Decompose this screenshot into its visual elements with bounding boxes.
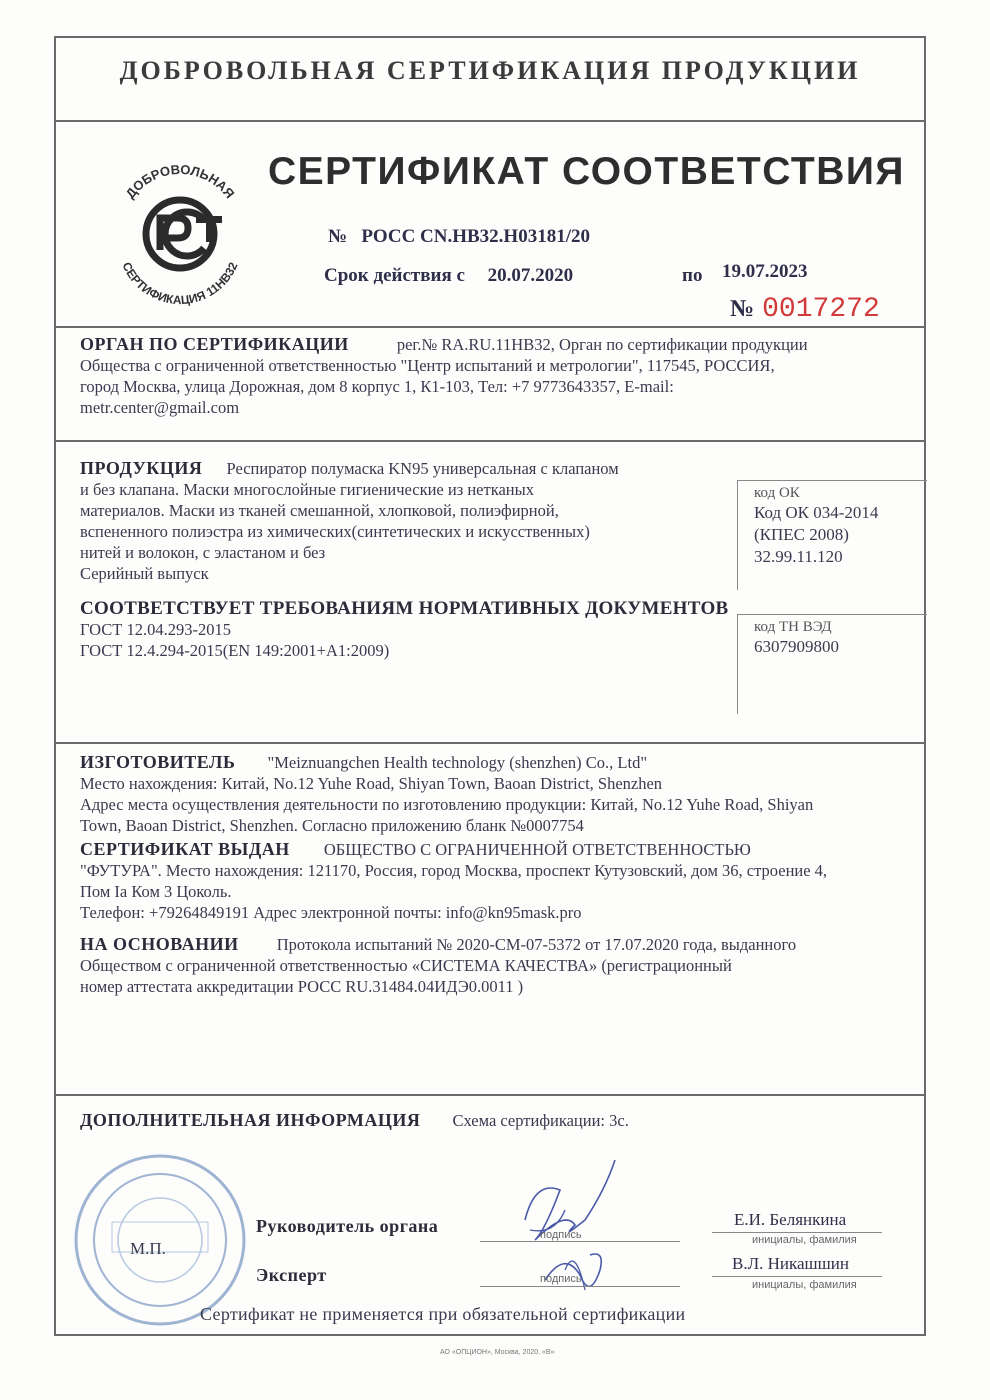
certification-logo: [100, 150, 260, 310]
extra-section: [80, 1110, 920, 1131]
head-label: Руководитель органа: [256, 1216, 439, 1236]
expert-sign-caption: подпись: [540, 1273, 582, 1285]
logo-ring-bottom: СЕРТИФИКАЦИЯ 11НВ32: [119, 259, 241, 308]
basis-section: [80, 934, 920, 997]
head-sign-line: [480, 1241, 680, 1242]
product-section: [80, 458, 730, 584]
extra-label: ДОПОЛНИТЕЛЬНАЯ ИНФОРМАЦИЯ: [80, 1110, 421, 1130]
maker-name: "Meiznuangchen Health technology (shenzhen) Co., Ltd": [267, 753, 648, 772]
head-name: Е.И. Белянкина: [734, 1210, 847, 1229]
product-label: ПРОДУКЦИЯ: [80, 458, 203, 478]
svg-text:ДОБРОВОЛЬНАЯ: [123, 162, 238, 201]
ok-code-line2: (КПЕС 2008): [754, 525, 849, 544]
product-line2: и без клапана. Маски многослойные гигиенические из нетканых: [80, 480, 534, 499]
footer-note: Сертификат не применяется при обязательной сертификации: [200, 1304, 686, 1324]
maker-label: ИЗГОТОВИТЕЛЬ: [80, 752, 236, 772]
issued-line1: ОБЩЕСТВО С ОГРАНИЧЕННОЙ ОТВЕТСТВЕННОСТЬЮ: [323, 840, 751, 859]
basis-label: НА ОСНОВАНИИ: [80, 934, 239, 954]
serial-value: 0017272: [762, 294, 880, 325]
ok-code-line3: 32.99.11.120: [754, 547, 843, 566]
maker-section: [80, 752, 920, 836]
certificate-number: РОСС CN.НВ32.Н03181/20: [361, 226, 590, 247]
organ-label: ОРГАН ПО СЕРТИФИКАЦИИ: [80, 334, 349, 354]
tn-code-label: код ТН ВЭД: [754, 619, 832, 635]
head-name-caption: инициалы, фамилия: [752, 1234, 857, 1246]
docs-section: [80, 598, 740, 661]
maker-divider: [54, 742, 926, 744]
product-line5: нитей и волокон, с эластаном и без: [80, 543, 326, 562]
expert-sign-line: [480, 1286, 680, 1287]
ok-code-box: [737, 480, 927, 590]
expert-name-caption: инициалы, фамилия: [752, 1279, 857, 1291]
product-line6: Серийный выпуск: [80, 564, 209, 583]
issued-section: [80, 839, 920, 923]
mp-label: М.П.: [130, 1239, 166, 1258]
organ-section: [80, 334, 910, 418]
product-line1: Респиратор полумаска KN95 универсальная с клапаном: [226, 459, 619, 478]
organ-line2: Общества с ограниченной ответственностью "Центр испытаний и метрологии", 117545, РОССИЯ,: [80, 356, 775, 375]
tn-code-value: 6307909800: [754, 637, 839, 656]
issued-line4: Телефон: +79264849191 Адрес электронной почты: info@kn95mask.pro: [80, 903, 582, 922]
certificate-title: СЕРТИФИКАТ СООТВЕТСТВИЯ: [268, 150, 905, 193]
organ-line1: рег.№ RA.RU.11НВ32, Орган по сертификации продукции: [396, 335, 808, 354]
docs-label: СООТВЕТСТВУЕТ ТРЕБОВАНИЯМ НОРМАТИВНЫХ ДОКУМЕНТОВ: [80, 598, 729, 619]
certificate-number-line: [328, 226, 590, 248]
issued-line3: Пом Iа Ком 3 Цоколь.: [80, 882, 232, 901]
tn-code-box: [737, 614, 927, 714]
basis-line3: номер аттестата аккредитации РОСС RU.31484.04ИДЭ0.0011 ): [80, 977, 524, 996]
organ-line3: город Москва, улица Дорожная, дом 8 корпус 1, К1-103, Тел: +7 9773643357, E-mail:: [80, 377, 674, 396]
serial-prefix: №: [730, 296, 755, 322]
expert-label: Эксперт: [256, 1265, 327, 1285]
maker-line4: Town, Baoan District, Shenzhen. Согласно приложению бланк №0007754: [80, 816, 584, 835]
expert-name: В.Л. Никашшин: [732, 1254, 849, 1273]
organ-line4: metr.center@gmail.com: [80, 398, 240, 417]
extra-text: Схема сертификации: 3с.: [452, 1111, 629, 1130]
product-divider: [54, 440, 926, 442]
valid-to-label: по: [682, 265, 703, 286]
issued-label: СЕРТИФИКАТ ВЫДАН: [80, 839, 290, 859]
validity-line: [324, 261, 824, 287]
ok-code-line1: Код ОК 034-2014: [754, 503, 879, 522]
product-line4: вспененного полиэстра из химических(синтетических и искусственных): [80, 522, 590, 541]
basis-line1: Протокола испытаний № 2020-СМ-07-5372 от 17.07.2020 года, выданного: [276, 935, 797, 954]
validity-label: Срок действия с: [324, 265, 465, 286]
product-line3: материалов. Маски из тканей смешанной, хлопковой, полиэфирной,: [80, 501, 559, 520]
maker-line3: Адрес места осуществления деятельности по изготовлению продукции: Китай, No.12 Yuhe Road, Shiyan: [80, 795, 814, 814]
organ-divider: [54, 326, 926, 328]
expert-name-line: [712, 1276, 882, 1277]
head-sign-caption: подпись: [540, 1229, 582, 1241]
top-title: ДОБРОВОЛЬНАЯ СЕРТИФИКАЦИЯ ПРОДУКЦИИ: [119, 56, 861, 85]
printer-note: АО «ОПЦИОН», Москва, 2020, «В»: [440, 1349, 555, 1356]
serial-number: [730, 294, 880, 325]
maker-line2: Место нахождения: Китай, No.12 Yuhe Road, Shiyan Town, Baoan District, Shenzhen: [80, 774, 663, 793]
number-prefix: №: [328, 226, 348, 247]
valid-to: 19.07.2023: [722, 261, 808, 282]
docs-line1: ГОСТ 12.04.293-2015: [80, 620, 231, 639]
head-name-line: [712, 1232, 882, 1233]
docs-line2: ГОСТ 12.4.294-2015(EN 149:2001+A1:2009): [80, 641, 390, 660]
basis-line2: Обществом с ограниченной ответственностью «СИСТЕМА КАЧЕСТВА» (регистрационный: [80, 956, 732, 975]
ok-code-label: код ОК: [754, 485, 800, 501]
logo-ring-top: ДОБРОВОЛЬНАЯ: [122, 161, 238, 202]
extra-divider: [54, 1094, 926, 1096]
valid-from: 20.07.2020: [487, 265, 574, 286]
issued-line2: "ФУТУРА". Место нахождения: 121170, Россия, город Москва, проспект Кутузовский, дом 36, строение 4,: [80, 861, 828, 880]
header-divider: [54, 120, 926, 122]
